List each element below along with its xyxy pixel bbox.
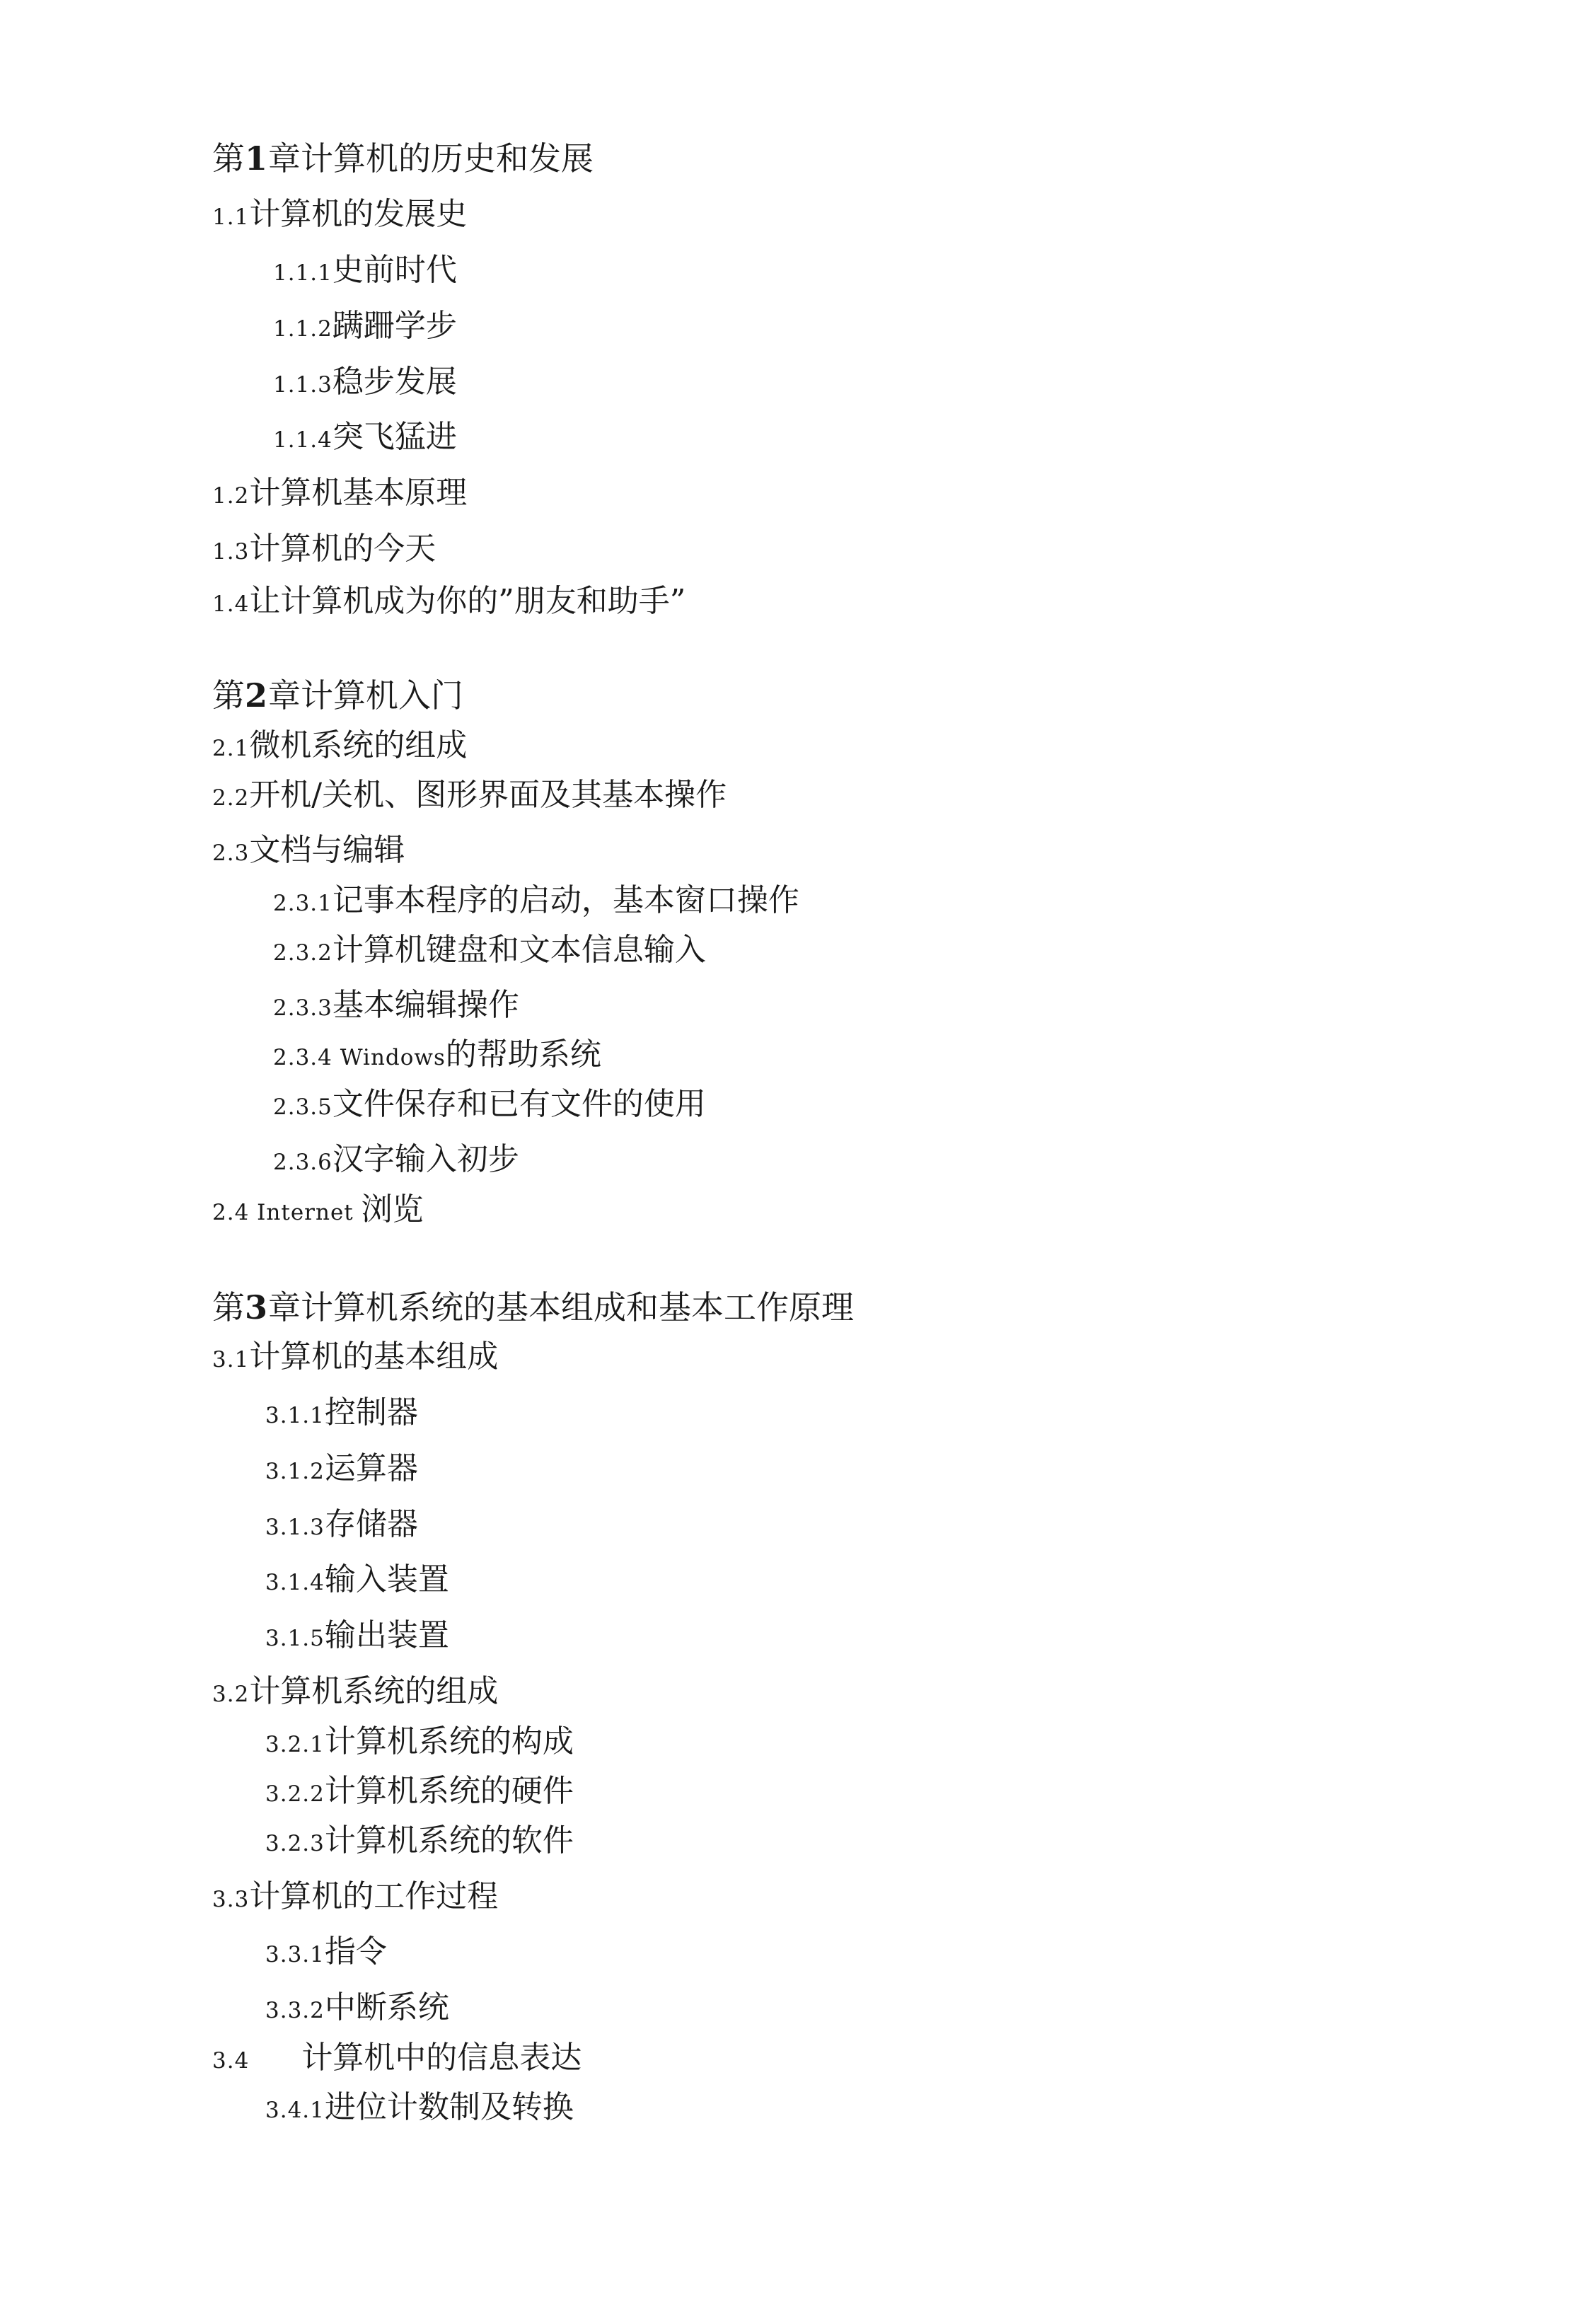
entry-number: 3.1.1 (265, 1403, 325, 1428)
entry-number: 2.4 Internet (212, 1200, 362, 1225)
toc-entry-2-3-3 (273, 987, 519, 1023)
entry-number: 3.3.2 (265, 1998, 325, 2023)
entry-title: 记事本程序的启动，基本窗口操作 (332, 882, 799, 918)
entry-number: 3.2.2 (265, 1781, 325, 1807)
toc-entry-3-3 (212, 1878, 499, 1914)
chapter-prefix: 第 (212, 676, 245, 715)
entry-number: 1.2 (212, 483, 250, 509)
chapter-2-heading (212, 676, 464, 715)
entry-number: 2.2 (212, 785, 250, 811)
toc-entry-3-1-1 (265, 1394, 418, 1430)
entry-number: 3.4.1 (265, 2098, 325, 2123)
toc-entry-3-1-4 (265, 1561, 449, 1597)
toc-entry-3-2 (212, 1673, 499, 1709)
toc-entry-2-1 (212, 727, 468, 763)
toc-entry-1-2 (212, 475, 468, 511)
chapter-number: 2 (245, 676, 269, 715)
entry-number: 3.1.3 (265, 1515, 325, 1540)
entry-number: 1.1.4 (273, 427, 332, 453)
toc-entry-1-1 (212, 196, 468, 232)
entry-number: 2.1 (212, 736, 250, 761)
toc-entry-3-4-1 (265, 2089, 574, 2125)
toc-entry-2-3-6 (273, 1141, 519, 1177)
entry-number: 2.3.5 (273, 1094, 332, 1120)
entry-title: 汉字输入初步 (332, 1141, 519, 1177)
toc-entry-3-1-3 (265, 1506, 418, 1542)
entry-title: 计算机系统的硬件 (324, 1773, 574, 1809)
entry-number: 3.1.5 (265, 1626, 325, 1651)
chapter-1-heading (212, 139, 594, 178)
entry-title: 开机/关机、图形界面及其基本操作 (249, 777, 727, 813)
chapter-title: 章计算机入门 (268, 676, 464, 715)
entry-title: 计算机的今天 (249, 531, 436, 567)
entry-title: 的帮助系统 (445, 1036, 601, 1073)
entry-title: 计算机基本原理 (249, 475, 468, 511)
toc-entry-1-3 (212, 533, 436, 565)
entry-title: 计算机的基本组成 (249, 1339, 499, 1375)
entry-number: 3.1.2 (265, 1459, 325, 1484)
entry-number: 2.3.2 (273, 940, 332, 966)
entry-number: 3.3.1 (265, 1942, 325, 1967)
toc-entry-2-3-5 (273, 1086, 706, 1122)
entry-title: 计算机系统的组成 (249, 1673, 499, 1709)
entry-title: 输出装置 (324, 1617, 449, 1653)
toc-entry-1-1-4 (273, 419, 457, 455)
toc-entry-1-1-2 (273, 308, 457, 344)
entry-title: 微机系统的组成 (249, 727, 468, 763)
entry-number: 1.1 (212, 204, 250, 230)
toc-entry-1-1-1 (273, 252, 457, 288)
entry-number: 1.1.1 (273, 260, 332, 286)
entry-title: 突飞猛进 (332, 419, 457, 455)
chapter-prefix: 第 (212, 139, 245, 178)
chapter-prefix: 第 (212, 1288, 245, 1326)
entry-title: 运算器 (324, 1450, 418, 1486)
entry-title: 文件保存和已有文件的使用 (332, 1086, 706, 1122)
toc-entry-3-1 (212, 1339, 499, 1375)
toc-entry-3-1-2 (265, 1450, 418, 1486)
entry-title: 稳步发展 (332, 364, 457, 400)
entry-title: 史前时代 (332, 252, 457, 288)
entry-number: 1.1.2 (273, 316, 332, 342)
entry-title: 让计算机成为你的”朋友和助手” (249, 583, 686, 619)
entry-title: 中断系统 (324, 1989, 449, 2025)
chapter-3-heading (212, 1288, 855, 1326)
entry-title: 浏览 (361, 1191, 424, 1227)
toc-entry-2-3-4 (273, 1036, 601, 1073)
entry-title: 蹒跚学步 (332, 308, 457, 344)
entry-title: 文档与编辑 (249, 832, 405, 868)
entry-number: 1.1.3 (273, 372, 332, 398)
chapter-number: 3 (245, 1288, 269, 1326)
toc-entry-3-2-3 (265, 1822, 574, 1858)
entry-number: 2.3 (212, 840, 250, 866)
entry-title: 基本编辑操作 (332, 987, 519, 1023)
entry-number: 3.3 (212, 1887, 250, 1912)
entry-title: 计算机中的信息表达 (301, 2040, 582, 2076)
toc-entry-2-3-2 (273, 932, 706, 968)
entry-number: 2.3.4 Windows (273, 1045, 446, 1070)
entry-number: 2.3.6 (273, 1150, 332, 1175)
toc-entry-3-4 (212, 2042, 582, 2074)
entry-number: 3.2.3 (265, 1831, 325, 1856)
entry-number: 3.2 (212, 1682, 250, 1707)
entry-title: 进位计数制及转换 (324, 2089, 574, 2125)
entry-title: 指令 (324, 1933, 387, 1970)
entry-title: 存储器 (324, 1506, 418, 1542)
entry-number: 3.4 (212, 2048, 250, 2074)
entry-number: 1.3 (212, 539, 250, 565)
entry-number: 3.2.1 (265, 1732, 325, 1757)
toc-entry-3-2-1 (265, 1723, 574, 1759)
entry-title: 输入装置 (324, 1561, 449, 1597)
entry-title: 计算机系统的构成 (324, 1723, 574, 1759)
entry-title: 计算机键盘和文本信息输入 (332, 932, 706, 968)
entry-number: 2.3.1 (273, 891, 332, 916)
toc-entry-3-3-2 (265, 1989, 449, 2025)
toc-entry-2-3-1 (273, 882, 799, 918)
entry-number: 2.3.3 (273, 995, 332, 1021)
toc-entry-1-1-3 (273, 366, 457, 398)
chapter-number: 1 (245, 139, 269, 178)
toc-entry-2-3 (212, 832, 405, 868)
toc-entry-2-4 (212, 1191, 424, 1227)
entry-number: 3.1.4 (265, 1570, 325, 1595)
toc-entry-3-2-2 (265, 1773, 574, 1809)
chapter-title: 章计算机系统的基本组成和基本工作原理 (268, 1288, 855, 1326)
toc-entry-2-2 (212, 777, 727, 813)
toc-entry-1-4 (212, 583, 686, 619)
entry-title: 计算机系统的软件 (324, 1822, 574, 1858)
entry-number: 1.4 (212, 591, 250, 617)
entry-title: 控制器 (324, 1394, 418, 1430)
chapter-title: 章计算机的历史和发展 (268, 139, 594, 178)
entry-number: 3.1 (212, 1347, 250, 1372)
toc-entry-3-3-1 (265, 1933, 387, 1970)
toc-entry-3-1-5 (265, 1617, 449, 1653)
entry-title: 计算机的发展史 (249, 196, 468, 232)
entry-title: 计算机的工作过程 (249, 1878, 499, 1914)
